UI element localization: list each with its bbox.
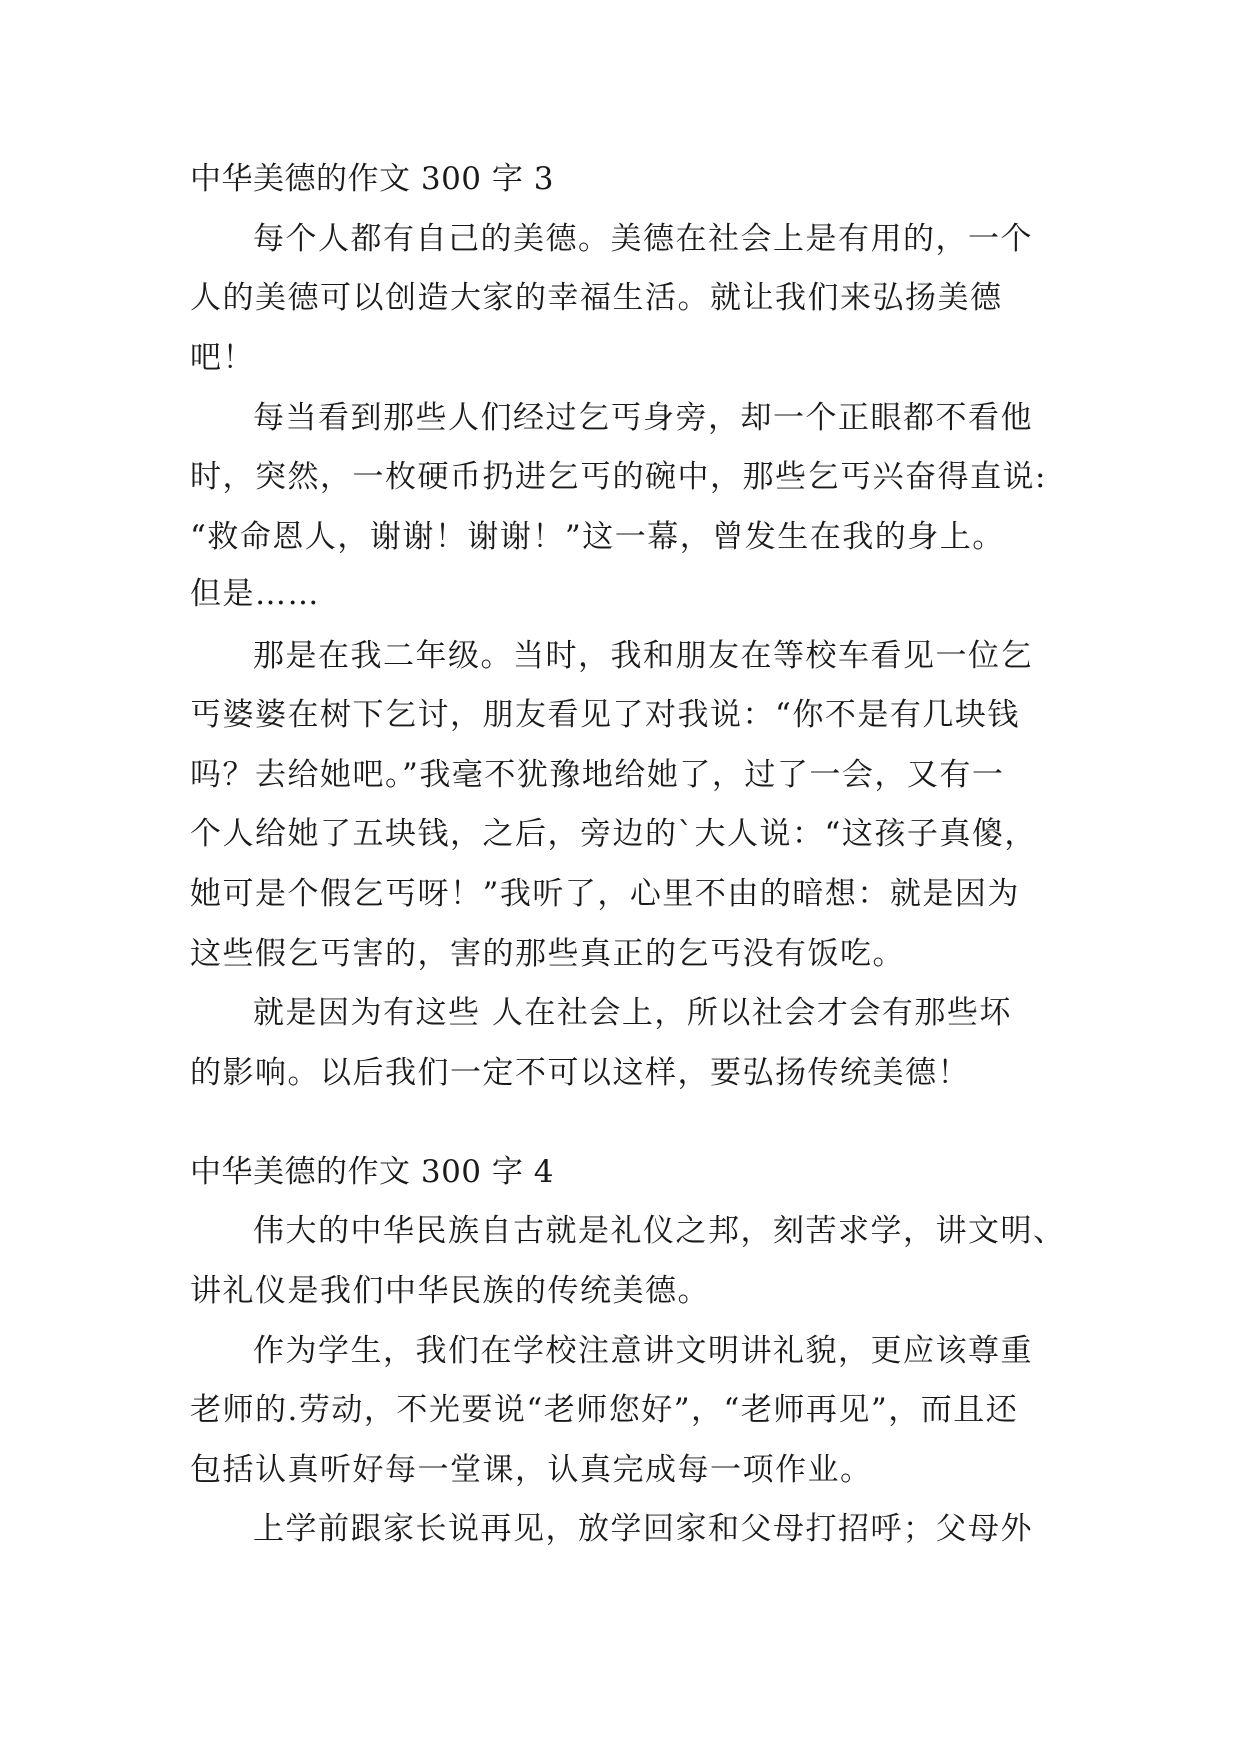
essay-3-line: 她可是个假乞丐呀！”我听了，心里不由的暗想：就是因为	[190, 876, 1020, 912]
essay-3-line: 这些假乞丐害的，害的那些真正的乞丐没有饭吃。	[190, 936, 905, 972]
essay-3-line: 的影响。以后我们一定不可以这样，要弘扬传统美德！	[190, 1055, 970, 1091]
essay-3-line: 吧！	[190, 340, 255, 376]
essay-4-title: 中华美德的作文 300 字 4	[190, 1154, 554, 1190]
essay-3-line: 就是因为有这些 人在社会上，所以社会才会有那些坏	[253, 995, 1012, 1031]
essay-3-line: 个人给她了五块钱，之后，旁边的`大人说：“这孩子真傻，	[190, 816, 1037, 852]
essay-3-line: 丐婆婆在树下乞讨，朋友看见了对我说：“你不是有几块钱	[190, 697, 1020, 733]
essay-4-line: 包括认真听好每一堂课，认真完成每一项作业。	[190, 1452, 873, 1488]
essay-4-line: 上学前跟家长说再见，放学回家和父母打招呼；父母外	[253, 1511, 1033, 1547]
essay-3-title: 中华美德的作文 300 字 3	[190, 161, 554, 197]
essay-3-line: 人的美德可以创造大家的幸福生活。就让我们来弘扬美德	[190, 280, 1003, 316]
essay-4-line: 老师的.劳动，不光要说“老师您好”，“老师再见”，而且还	[190, 1392, 1019, 1428]
essay-3-line: 那是在我二年级。当时，我和朋友在等校车看见一位乞	[253, 638, 1033, 674]
essay-3-line: 但是……	[190, 576, 320, 612]
essay-3-line: 时，突然，一枚硬币扔进乞丐的碗中，那些乞丐兴奋得直说:	[190, 459, 1047, 495]
essay-3-line: 每当看到那些人们经过乞丐身旁，却一个正眼都不看他	[253, 400, 1033, 436]
essay-3-line: 每个人都有自己的美德。美德在社会上是有用的，一个	[253, 221, 1033, 257]
essay-4-line: 伟大的中华民族自古就是礼仪之邦，刻苦求学，讲文明、	[253, 1213, 1066, 1249]
essay-4-line: 作为学生，我们在学校注意讲文明讲礼貌，更应该尊重	[253, 1333, 1033, 1369]
essay-3-line: “救命恩人，谢谢！谢谢！”这一幕，曾发生在我的身上。	[190, 519, 1005, 555]
essay-4-line: 讲礼仪是我们中华民族的传统美德。	[190, 1273, 710, 1309]
essay-3-line: 吗？去给她吧。”我毫不犹豫地给她了，过了一会，又有一	[190, 757, 1005, 793]
